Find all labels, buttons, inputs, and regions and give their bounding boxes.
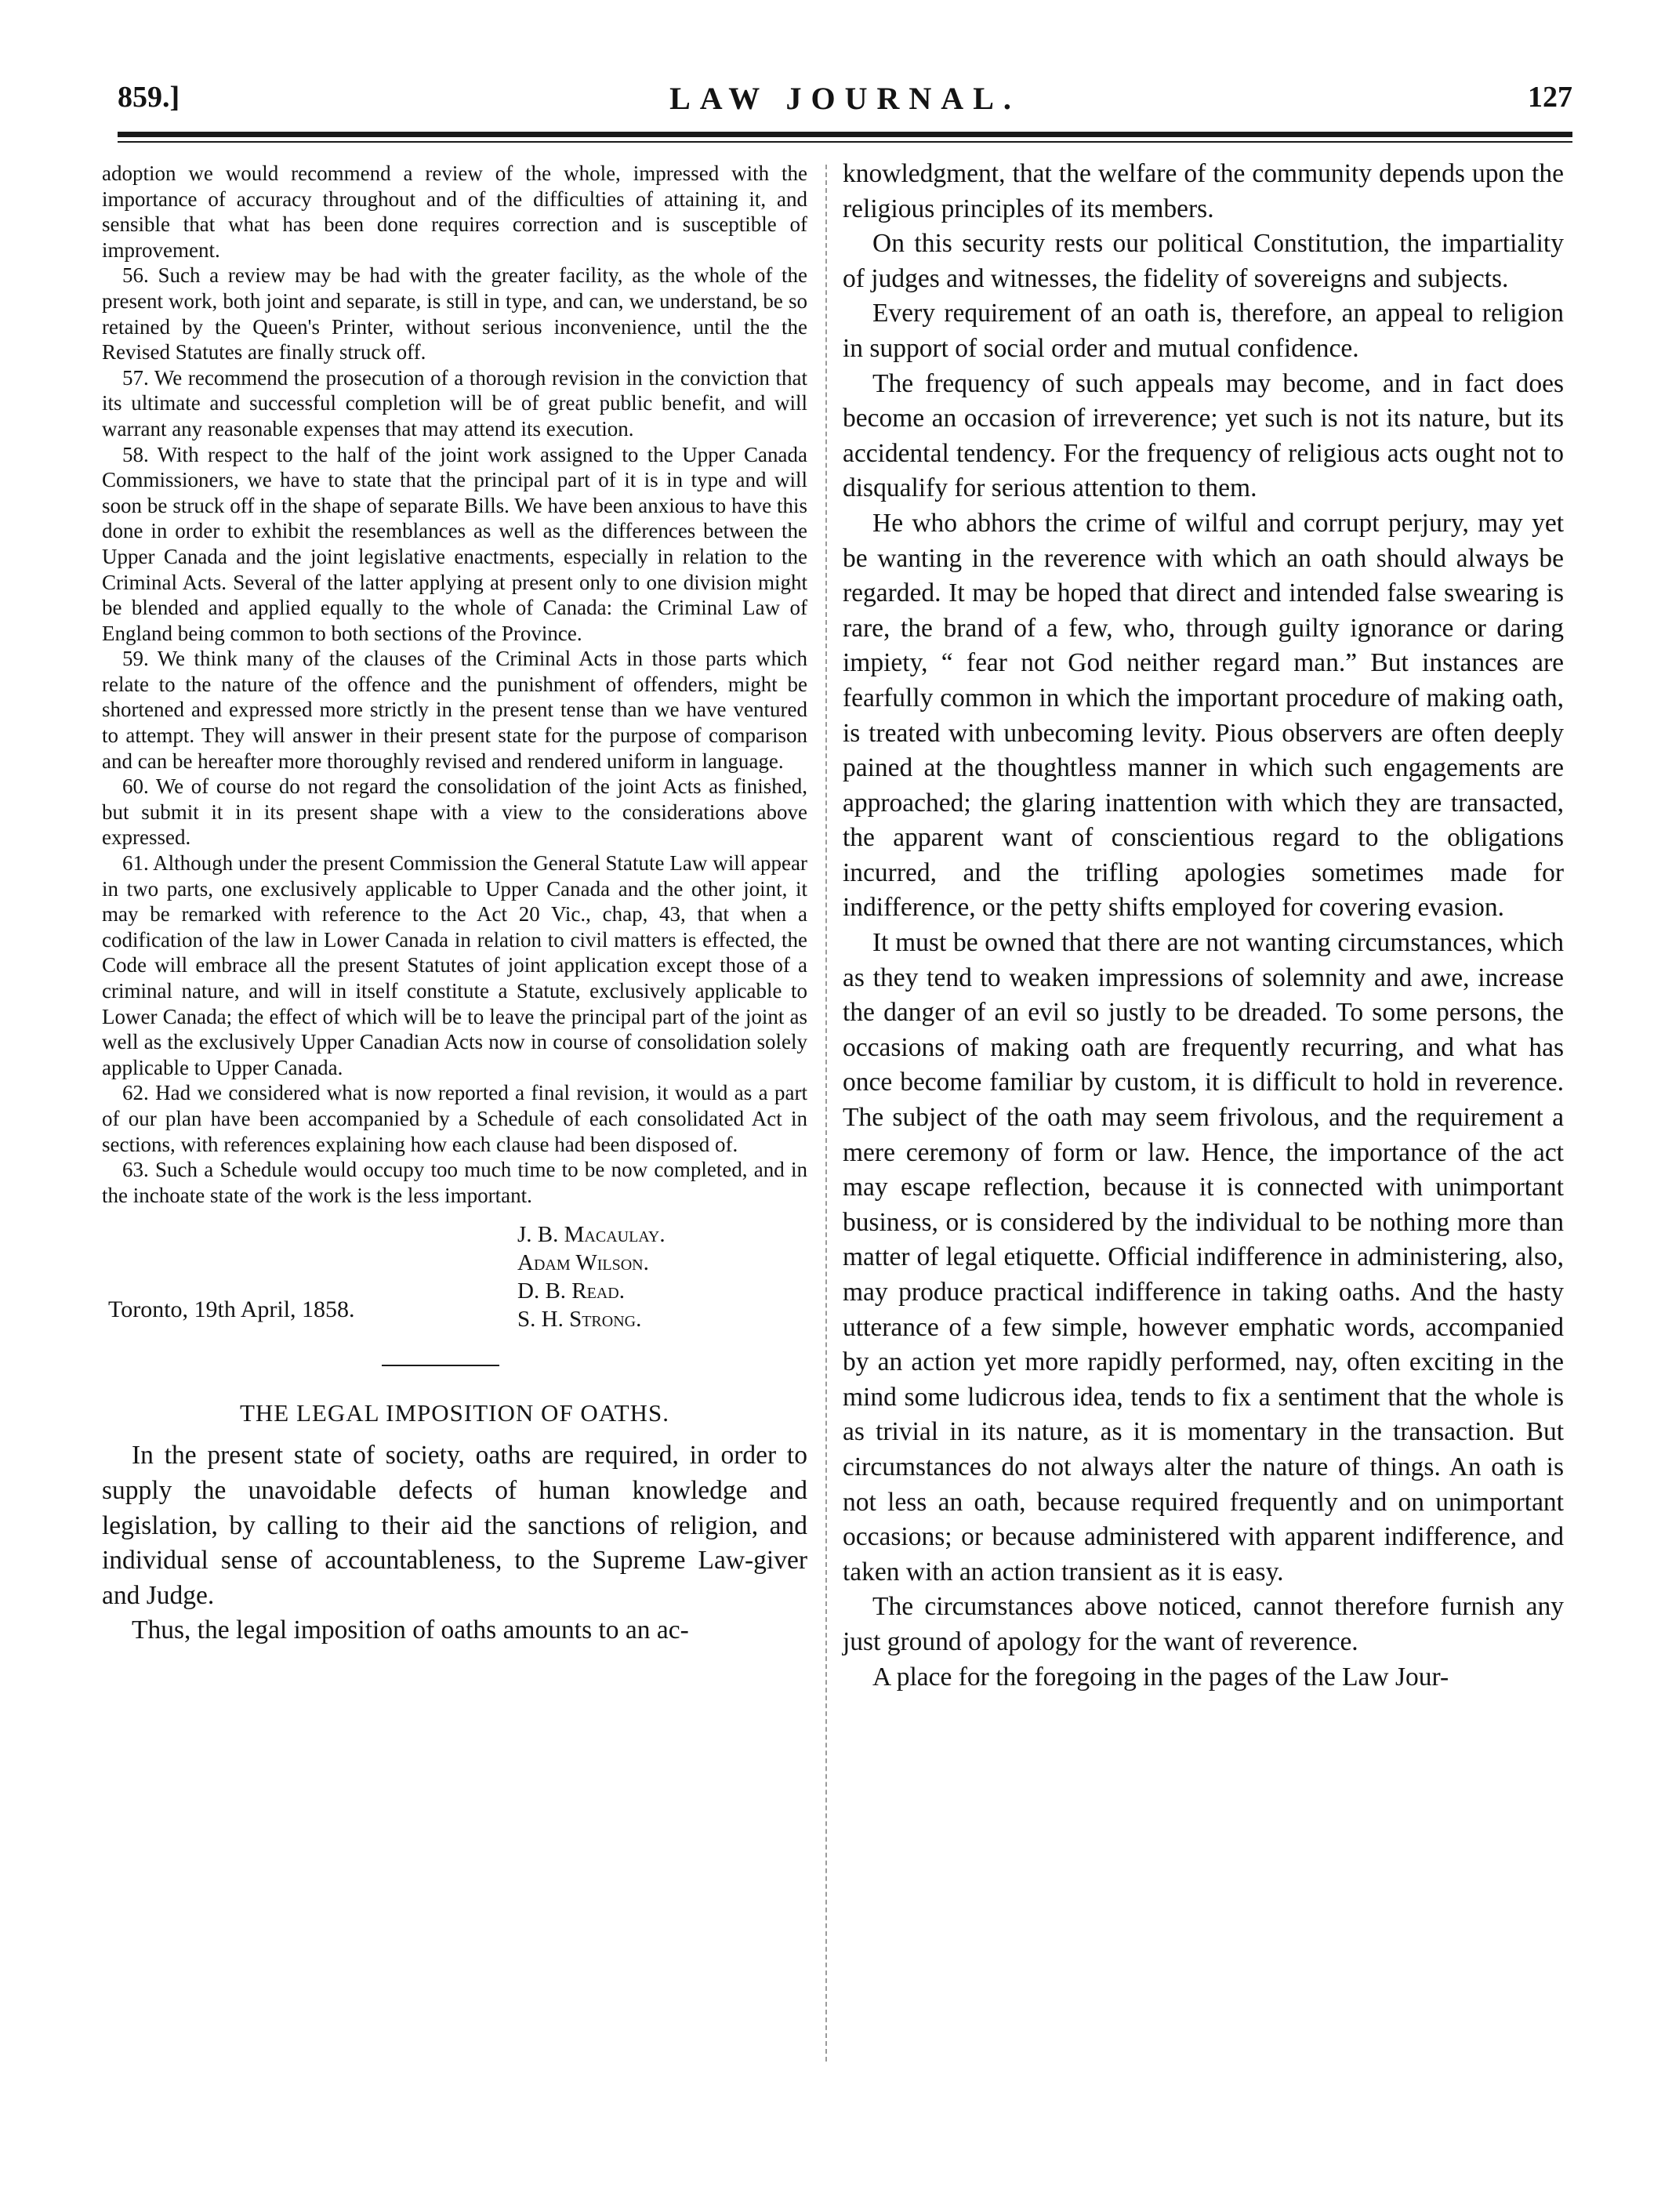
signatory: S. H. Strong. xyxy=(517,1307,642,1333)
paragraph-57: 57. We recommend the prosecution of a thorough revision in the conviction that its ultimate and successful completion will be of great public benefit, and will warrant any reasonable expenses that may attend its execution. xyxy=(102,365,807,441)
article-paragraph: The frequency of such appeals may become, and in fact does become an occasion of irreverence; yet such is not its nature, but its accidental tendency. For the frequency of religious acts ought not to disqualify for serious attention to them. xyxy=(843,368,1564,503)
journal-title: LAW JOURNAL. xyxy=(669,81,1021,116)
paragraph-61: 61. Although under the present Commission the General Statute Law will appear in two parts, one exclusively applicable to Upper Canada and the other joint, it may be remarked with reference to the Act 20 Vic., chap, 43, that when a codification of the law in Lower Canada in relation to civil matters is effected, the Code will embrace all the present Statutes of joint application except those of a criminal nature, and will in itself constitute a Statute, exclusively applicable to Lower Canada; the effect of which will be to leave the principal part of the joint as well as the exclusively Upper Canadian Acts now in course of consolidation solely applicable to Upper Canada. xyxy=(102,851,807,1079)
article-paragraph: Thus, the legal imposition of oaths amounts to an ac- xyxy=(132,1615,689,1645)
paragraph-62: 62. Had we considered what is now reported a final revision, it would as a part of our plan have been accompanied by a Schedule of each consolidated Act in sections, with references explaining how each clause had been disposed of. xyxy=(102,1081,807,1156)
section-heading: THE LEGAL IMPOSITION OF OATHS. xyxy=(239,1399,670,1427)
article-paragraph: knowledgment, that the welfare of the community depends upon the religious principles of its members. xyxy=(843,159,1564,223)
paragraph-60: 60. We of course do not regard the consolidation of the joint Acts as finished, but submit it in its present shape with a view to the considerations above expressed. xyxy=(102,774,807,850)
article-paragraph: In the present state of society, oaths are required, in order to supply the unavoidable defects of human knowledge and legislation, by calling to their aid the sanctions of religion, and individual sense of accountableness, to the Supreme Law-giver and Judge. xyxy=(102,1441,807,1610)
header-rule-thin xyxy=(118,141,1572,143)
paragraph-59: 59. We think many of the clauses of the Criminal Acts in those parts which relate to the nature of the offence and the punishment of offenders, might be shortened and expressed more strictly in the present tense than we have ventured to attempt. They will answer in their present state for the purpose of comparison and can be hereafter more thoroughly revised and rendered uniform in language. xyxy=(102,647,807,773)
left-column xyxy=(102,161,807,1648)
signatory-list xyxy=(517,1220,666,1333)
signatory: J. B. Macaulay. xyxy=(517,1222,666,1248)
article-paragraph: Every requirement of an oath is, therefore, an appeal to religion in support of social order and mutual confidence. xyxy=(843,299,1564,363)
paragraph-56: 56. Such a review may be had with the greater facility, as the whole of the present work, both joint and separate, is still in type, and can, we understand, be so retained by the Queen's Printer, without serious inconvenience, until the the Revised Statutes are finally struck off. xyxy=(102,263,807,364)
oaths-article-start xyxy=(102,1438,807,1648)
paragraph-58: 58. With respect to the half of the joint work assigned to the Upper Canada Commissioners, we have to state that the principal part of it is in type and will soon be struck off in the shape of separate Bills. We have been anxious to have this done in order to exhibit the resemblances as well as the differences between the Upper Canada and the joint legislative enactments, especially in relation to the Criminal Acts. Several of the latter applying at present only to one division might be blended and applied equally to the whole of Canada: the Criminal Law of England being common to both sections of the Province. xyxy=(102,442,807,645)
section-divider xyxy=(382,1365,499,1366)
article-paragraph: It must be owned that there are not wanting circumstances, which as they tend to weaken impressions of solemnity and awe, increase the danger of an evil so justly to be dreaded. To some persons, the occasions of making oath are frequently recurring, and what has once become familiar by custom, it is difficult to hold in reverence. The subject of the oath may seem frivolous, and the requirement a mere ceremony of form or law. Hence, the importance of the act may escape reflection, because it is connected with unimportant business, or is considered by the individual to be nothing more than matter of legal etiquette. Official indifference in administering, also, may produce practical indifference in taking oaths. And the hasty utterance of a few simple, however emphatic words, accompanied by an action yet more rapidly performed, nay, often exciting in the mind some ludicrous idea, tends to fix a sentiment that the whole is as trivial in its nature, as it is momentary in the transaction. But circumstances do not always alter the nature of things. An oath is not less an oath, because required frequently and on unimportant occasions; or because administered with apparent indifference, and taken with an action transient as it is easy. xyxy=(843,928,1564,1586)
column-separator xyxy=(825,165,827,2062)
report-text xyxy=(102,161,807,1208)
place-date: Toronto, 19th April, 1858. xyxy=(108,1296,355,1323)
paragraph-63: 63. Such a Schedule would occupy too much time to be now completed, and in the inchoate state of the work is the less important. xyxy=(102,1158,807,1207)
article-paragraph: He who abhors the crime of wilful and corrupt perjury, may yet be wanting in the reverence with which an oath should always be regarded. It may be hoped that direct and intended false swearing is rare, the brand of a few, who, through guilty ignorance or daring impiety, “ fear not God neither regard man.” But instances are fearfully common in which the important procedure of making oath, is treated with unbecoming levity. Pious observers are often deeply pained at the thoughtless manner in which such engagements are approached; the glaring inattention with which they are transacted, the apparent want of conscientious regard to the obligations incurred, and the trifling apologies sometimes made for indifference, or the petty shifts employed for covering evasion. xyxy=(843,508,1564,923)
signatory: Adam Wilson. xyxy=(517,1250,649,1276)
signature-block xyxy=(102,1208,807,1333)
oaths-article-continued xyxy=(843,157,1564,1695)
article-paragraph: A place for the foregoing in the pages of the Law Jour- xyxy=(872,1662,1449,1692)
signatory: D. B. Read. xyxy=(517,1278,625,1304)
article-paragraph: On this security rests our political Constitution, the impartiality of judges and witnesses, the fidelity of sovereigns and subjects. xyxy=(843,229,1564,293)
header-year: 859.] xyxy=(118,81,180,114)
right-column xyxy=(843,157,1564,1695)
article-paragraph: The circumstances above noticed, cannot therefore furnish any just ground of apology for the want of reverence. xyxy=(843,1592,1564,1656)
page-number: 127 xyxy=(1528,81,1572,114)
header-rule-thick xyxy=(118,132,1572,137)
paragraph-continued: adoption we would recommend a review of the whole, impressed with the importance of accuracy throughout and of the difficulties of attaining it, and sensible that what has been done requires correction and is susceptible of improvement. xyxy=(102,161,807,262)
running-header xyxy=(118,80,1572,127)
